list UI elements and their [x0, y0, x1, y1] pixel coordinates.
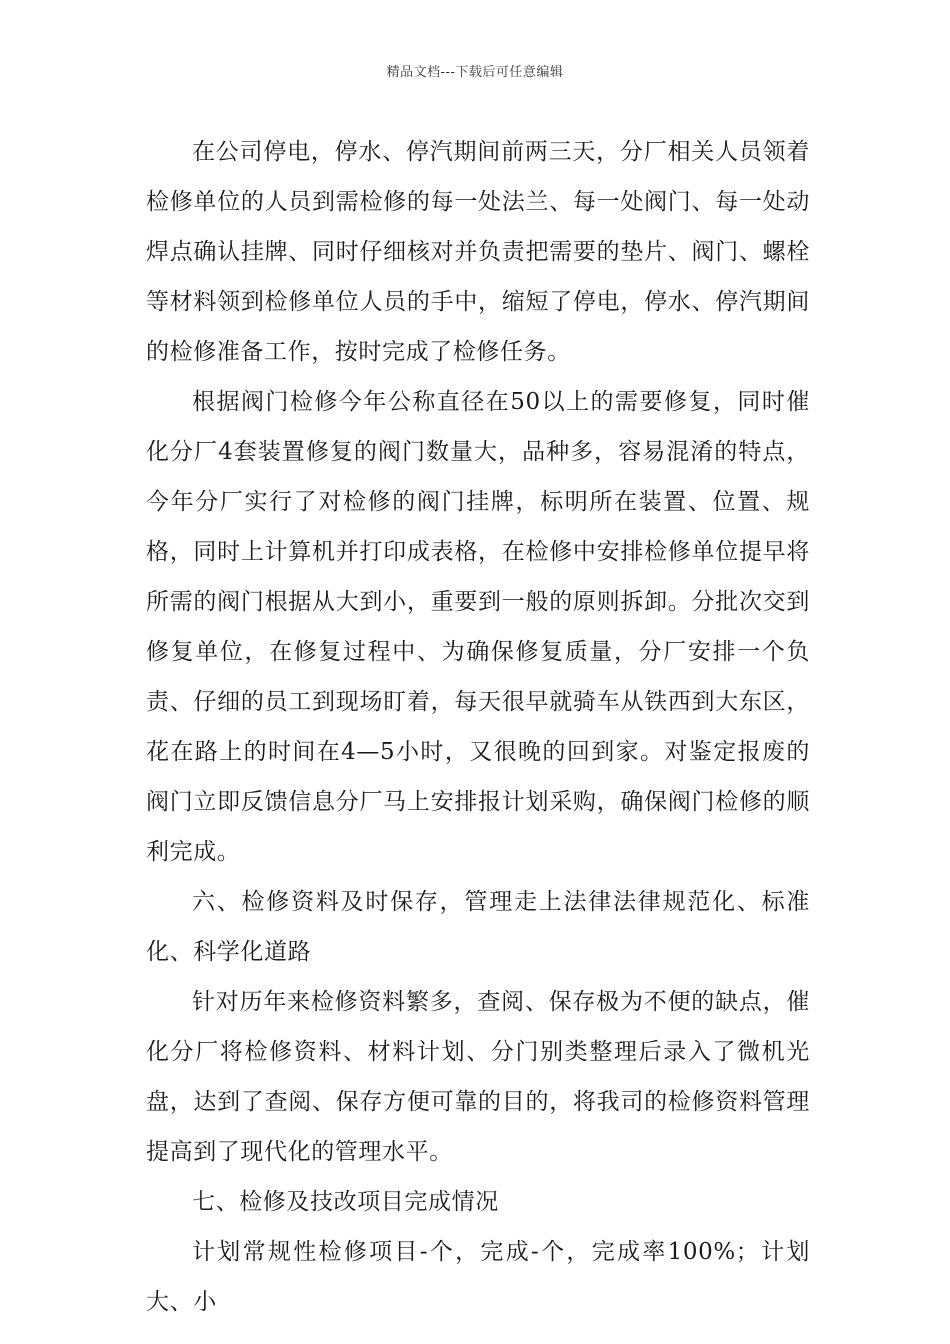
paragraph-maintenance-prep: 在公司停电，停水、停汽期间前两三天，分厂相关人员领着检修单位的人员到需检修的每一处法兰、每一处阀门、每一处动焊点确认挂牌、同时仔细核对并负责把需要的垫片、阀门、螺栓等材料领到检修单位人员的手中，缩短了停电，停水、停汽期间的检修准备工作，按时完成了检修任务。	[146, 139, 810, 365]
section-heading-records: 六、检修资料及时保存，管理走上法律法律规范化、标准化、科学化道路	[146, 889, 810, 965]
document-body	[146, 127, 810, 1327]
paragraph-completion-rate: 计划常规性检修项目-个，完成-个，完成率100%；计划大、小	[146, 1239, 810, 1315]
paragraph-records-management: 针对历年来检修资料繁多，查阅、保存极为不便的缺点，催化分厂将检修资料、材料计划、分门别类整理后录入了微机光盘，达到了查阅、保存方便可靠的目的，将我司的检修资料管理提高到了现代化的管理水平。	[146, 989, 810, 1165]
page-header: 精品文档---下载后可任意编辑	[386, 65, 564, 80]
paragraph-valve-repair: 根据阀门检修今年公称直径在50以上的需要修复，同时催化分厂4套装置修复的阀门数量大，品种多，容易混淆的特点，今年分厂实行了对检修的阀门挂牌，标明所在装置、位置、规格，同时上计算机并打印成表格，在检修中安排检修单位提早将所需的阀门根据从大到小，重要到一般的原则拆卸。分批次交到修复单位，在修复过程中、为确保修复质量，分厂安排一个负责、仔细的员工到现场盯着，每天很早就骑车从铁西到大东区，花在路上的时间在4—5小时，又很晚的回到家。对鉴定报废的阀门立即反馈信息分厂马上安排报计划采购，确保阀门检修的顺利完成。	[146, 389, 810, 865]
section-heading-completion: 七、检修及技改项目完成情况	[192, 1189, 499, 1215]
